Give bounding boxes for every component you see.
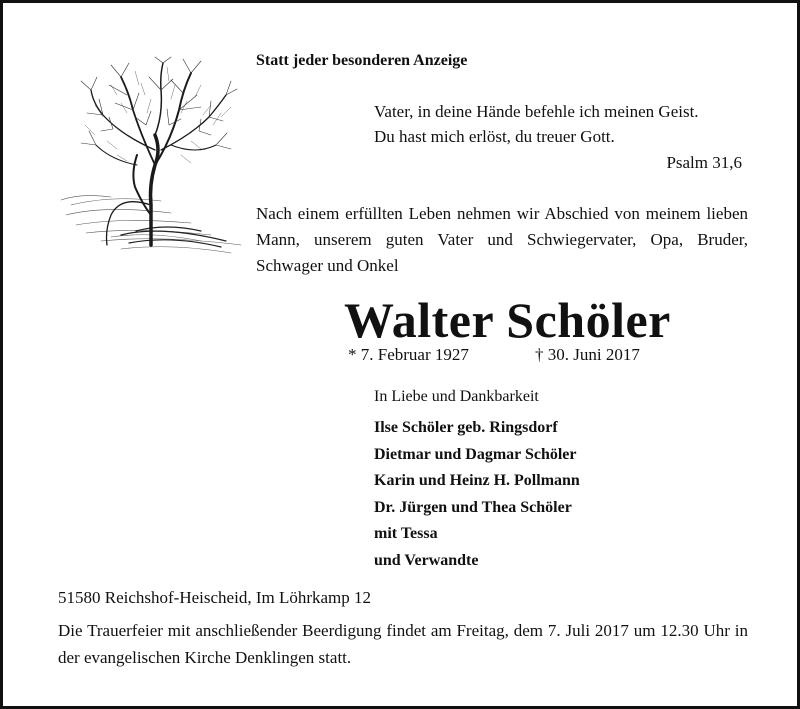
mourner-name: Karin und Heinz H. Pollmann bbox=[374, 472, 580, 489]
verse-source: Psalm 31,6 bbox=[666, 153, 742, 172]
notice-headline: Statt jeder besonderen Anzeige bbox=[256, 52, 468, 69]
intro-text: Nach einem erfüllten Leben nehmen wir Abschied von meinem lieben Mann, unserem guten Vater und Schwiegervater, Opa, Bruder, Schwager und Onkel bbox=[256, 204, 748, 275]
mourner-name: Dr. Jürgen und Thea Schöler bbox=[374, 498, 572, 516]
funeral-info: Die Trauerfeier mit anschließender Beerdigung findet am Freitag, dem 7. Juli 2017 um 12.30 Uhr in der evangelischen Kirche Denklingen statt. bbox=[58, 621, 748, 667]
mourner-name: und Verwandte bbox=[374, 551, 479, 569]
tree-icon bbox=[51, 55, 253, 265]
deceased-name: Walter Schöler bbox=[344, 292, 671, 348]
verse-line-2: Du hast mich erlöst, du treuer Gott. bbox=[374, 127, 615, 146]
mourner-name: Dietmar und Dagmar Schöler bbox=[374, 445, 577, 463]
family-address: 51580 Reichshof-Heischeid, Im Löhrkamp 12 bbox=[58, 588, 372, 607]
verse-line-1: Vater, in deine Hände befehle ich meinen Geist. bbox=[374, 102, 699, 121]
mourners-list bbox=[374, 415, 580, 574]
closing-phrase: In Liebe und Dankbarkeit bbox=[374, 388, 539, 405]
death-date: † 30. Juni 2017 bbox=[535, 345, 640, 364]
mourner-name: Ilse Schöler geb. Ringsdorf bbox=[374, 419, 558, 436]
birth-date: * 7. Februar 1927 bbox=[348, 345, 469, 364]
mourner-name: mit Tessa bbox=[374, 525, 438, 542]
